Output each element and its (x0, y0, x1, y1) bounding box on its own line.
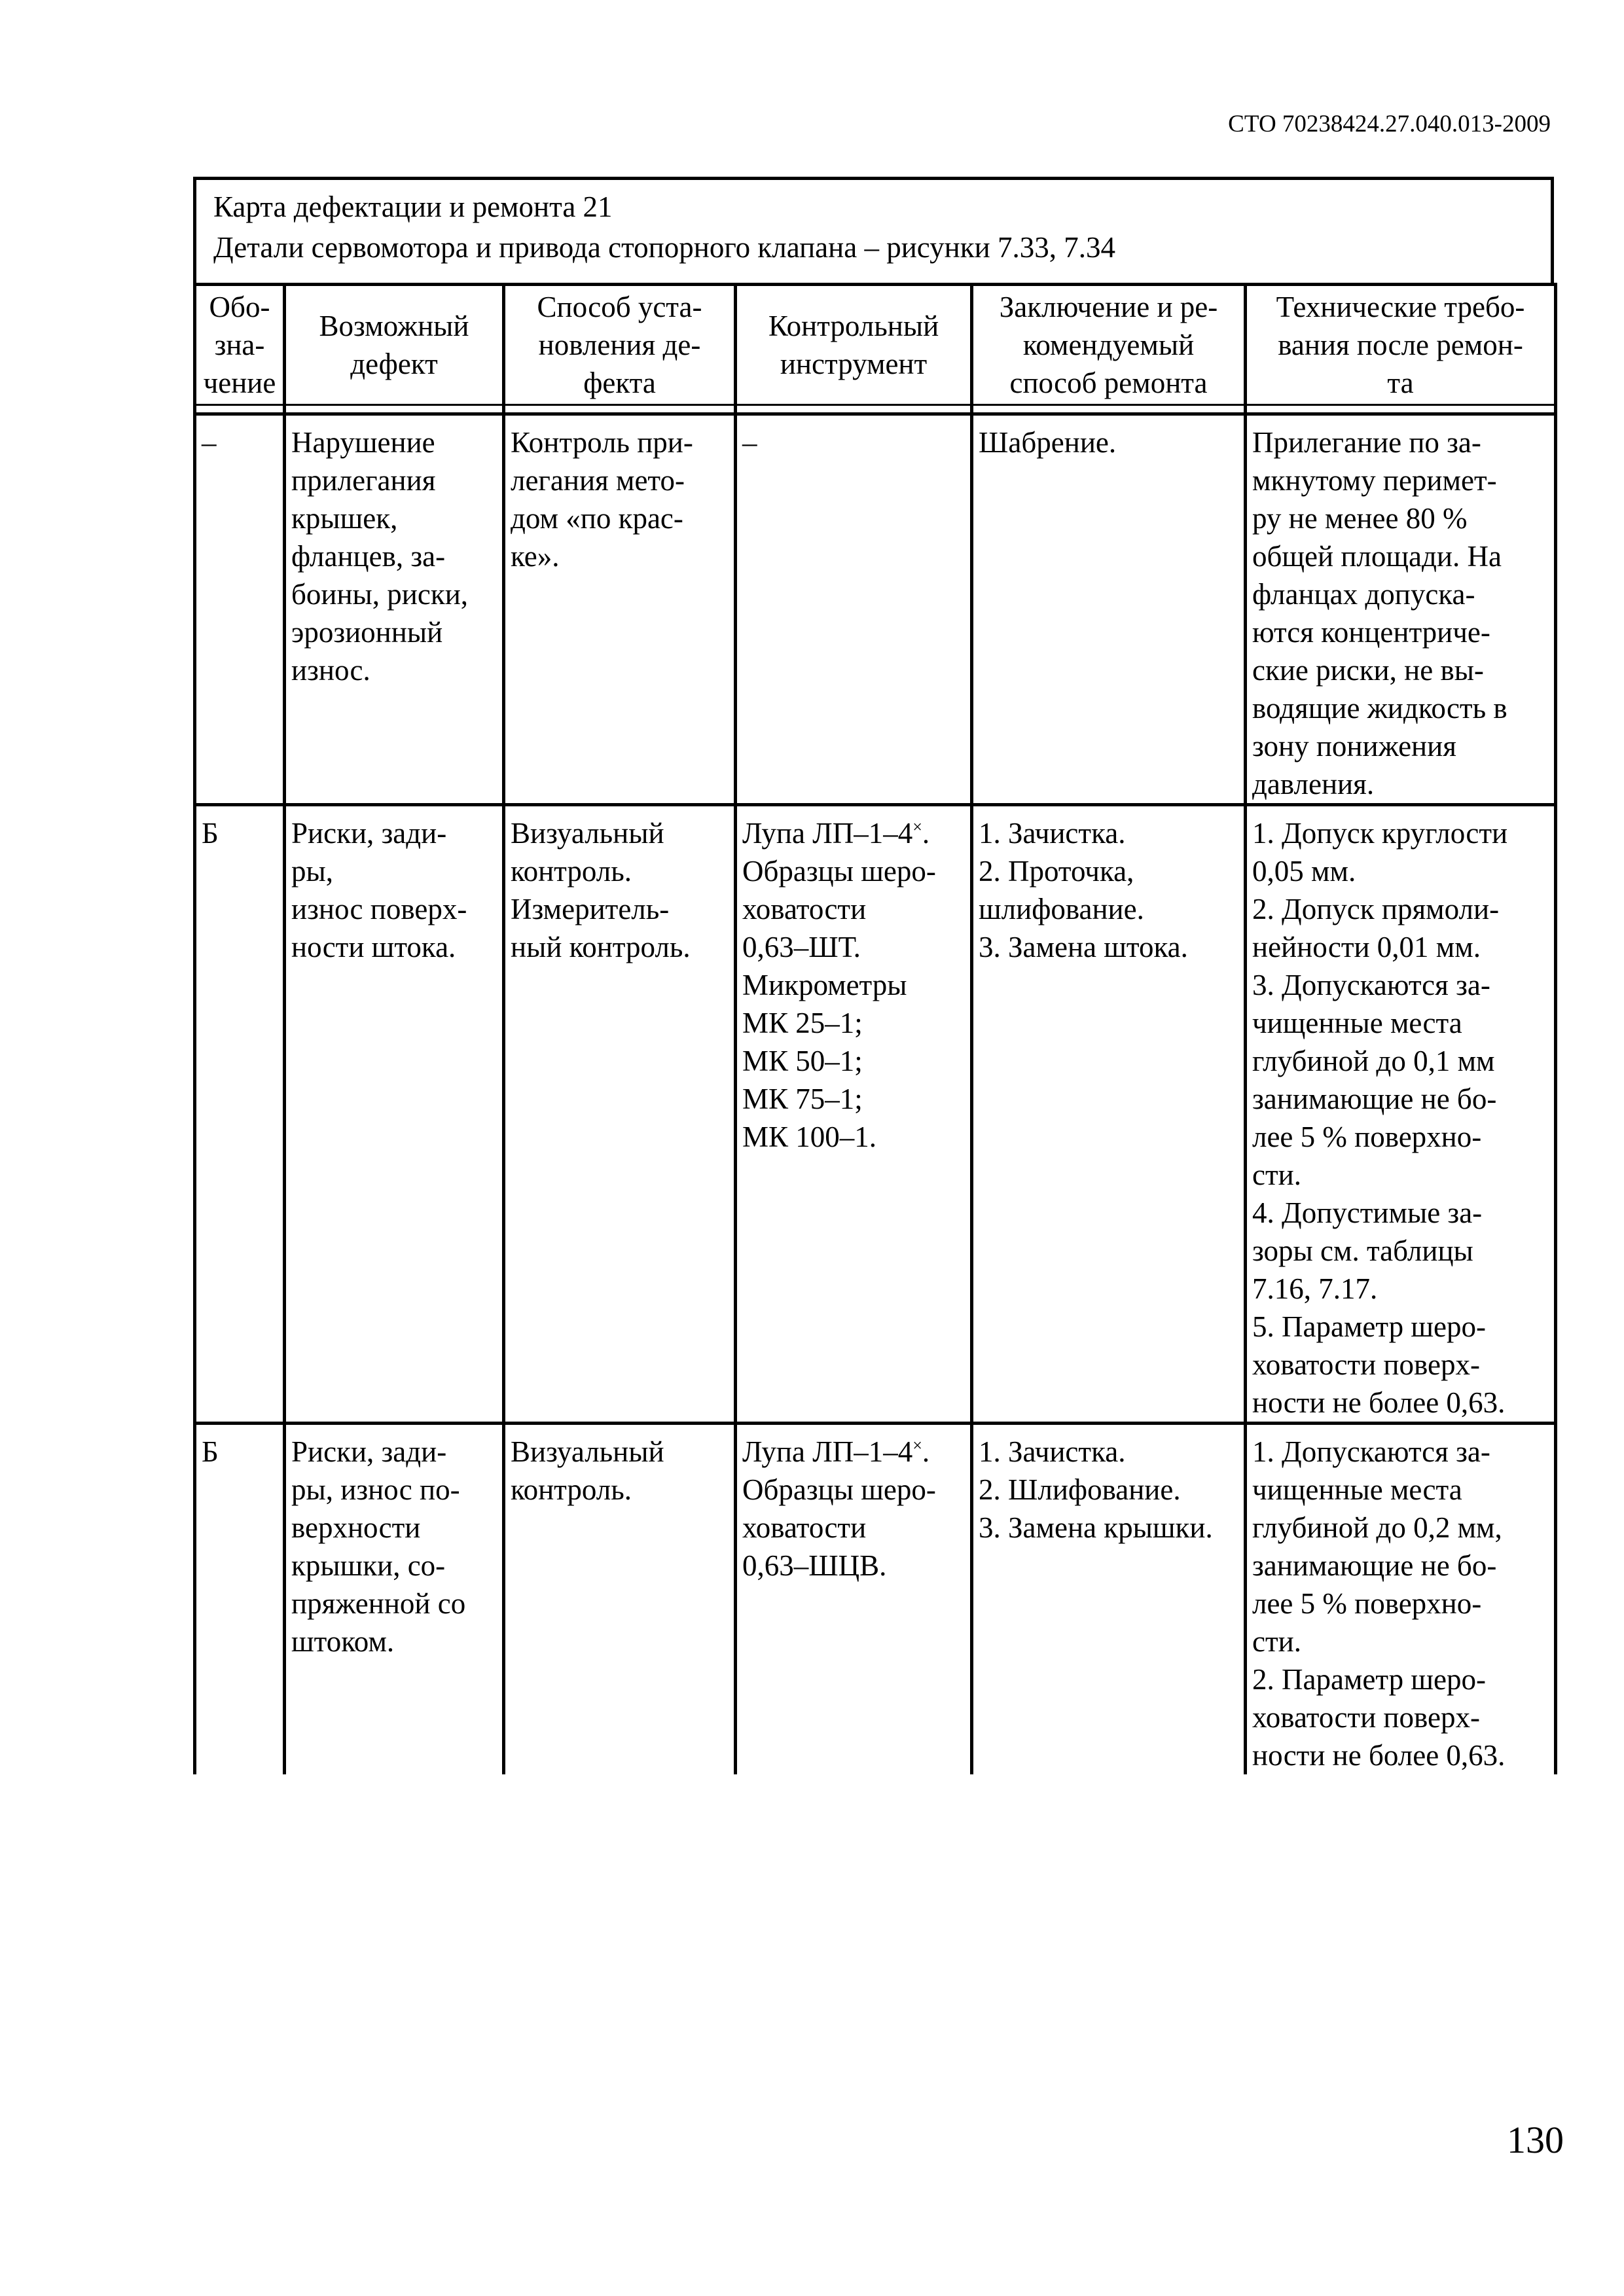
instrument-line: 0,63–ШЦВ. (742, 1549, 887, 1582)
instrument-line: МК 75–1; (742, 1083, 863, 1115)
defect-card (193, 177, 1554, 1774)
card-header (193, 177, 1554, 283)
document-code: СТО 70238424.27.040.013-2009 (1228, 111, 1551, 137)
method-cell: Визуальный контроль. Измеритель- ный контроль. (504, 805, 736, 1424)
column-header-defect: Возможный дефект (285, 285, 504, 405)
method-cell: Контроль при- легания мето- дом «по крас- ке». (504, 414, 736, 805)
designation-cell: Б (195, 805, 285, 1424)
instrument-line: ховатости (742, 893, 867, 925)
instrument-cell (736, 414, 972, 805)
instrument-line: МК 25–1; (742, 1007, 863, 1039)
header-separator (195, 405, 1556, 414)
card-subtitle: Детали сервомотора и привода стопорного клапана – рисунки 7.33, 7.34 (213, 231, 1115, 264)
instrument-line: МК 50–1; (742, 1045, 863, 1077)
repair-cell: 1. Зачистка. 2. Шлифование. 3. Замена крышки. (972, 1424, 1246, 1775)
card-title: Карта дефектации и ремонта 21 (213, 190, 613, 223)
table-row (195, 1424, 1556, 1775)
column-header-designation: Обо- зна- чение (195, 285, 285, 405)
instrument-line: ховатости (742, 1511, 867, 1544)
instrument-line: 0,63–ШТ. (742, 931, 861, 963)
table-header-row (195, 285, 1556, 405)
designation-cell: – (195, 414, 285, 805)
defect-cell: Риски, зади- ры, износ по- верхности крышки, со- пряженной со штоком. (285, 1424, 504, 1775)
column-header-repair: Заключение и ре- комендуемый способ ремонта (972, 285, 1246, 405)
instrument-line: Микрометры (742, 969, 907, 1001)
column-header-requirements: Технические требо- вания после ремон- та (1246, 285, 1556, 405)
defect-cell: Риски, зади- ры, износ поверх- ности штока. (285, 805, 504, 1424)
column-header-instrument: Контрольный инструмент (736, 285, 972, 405)
defect-cell: Нарушение прилегания крышек, фланцев, за- боины, риски, эрозионный износ. (285, 414, 504, 805)
instrument-cell (736, 805, 972, 1424)
repair-cell: 1. Зачистка. 2. Проточка, шлифование. 3. Замена штока. (972, 805, 1246, 1424)
instrument-line: Лупа ЛП–1–4×. (742, 1435, 930, 1468)
requirements-cell: Прилегание по за- мкнутому перимет- ру не менее 80 % общей площади. На фланцах допуска- ются концентриче- ские риски, не вы- водящие жидкость в зону понижения давления. (1246, 414, 1556, 805)
designation-cell: Б (195, 1424, 285, 1775)
method-cell: Визуальный контроль. (504, 1424, 736, 1775)
instrument-line: Лупа ЛП–1–4×. (742, 817, 930, 850)
column-header-method: Способ уста- новления де- фекта (504, 285, 736, 405)
requirements-cell: 1. Допуск круглости 0,05 мм. 2. Допуск прямоли- нейности 0,01 мм. 3. Допускаются за- чищенные места глубиной до 0,1 мм занимающие не бо- лее 5 % поверхно- сти. 4. Допустимые за- зоры см. таблицы 7.16, 7.17. 5. Параметр шеро- ховатости поверх- ности не более 0,63. (1246, 805, 1556, 1424)
defects-table (193, 283, 1557, 1774)
instrument-line: МК 100–1. (742, 1121, 877, 1153)
instrument-line: Образцы шеро- (742, 855, 936, 888)
instrument-line: Образцы шеро- (742, 1473, 936, 1506)
page-number: 130 (1507, 2119, 1564, 2161)
table-row (195, 414, 1556, 805)
requirements-cell: 1. Допускаются за- чищенные места глубиной до 0,2 мм, занимающие не бо- лее 5 % поверхно- сти. 2. Параметр шеро- ховатости поверх- ности не более 0,63. (1246, 1424, 1556, 1775)
instrument-cell (736, 1424, 972, 1775)
table-row (195, 805, 1556, 1424)
repair-cell: Шабрение. (972, 414, 1246, 805)
instrument-line: – (742, 426, 757, 459)
